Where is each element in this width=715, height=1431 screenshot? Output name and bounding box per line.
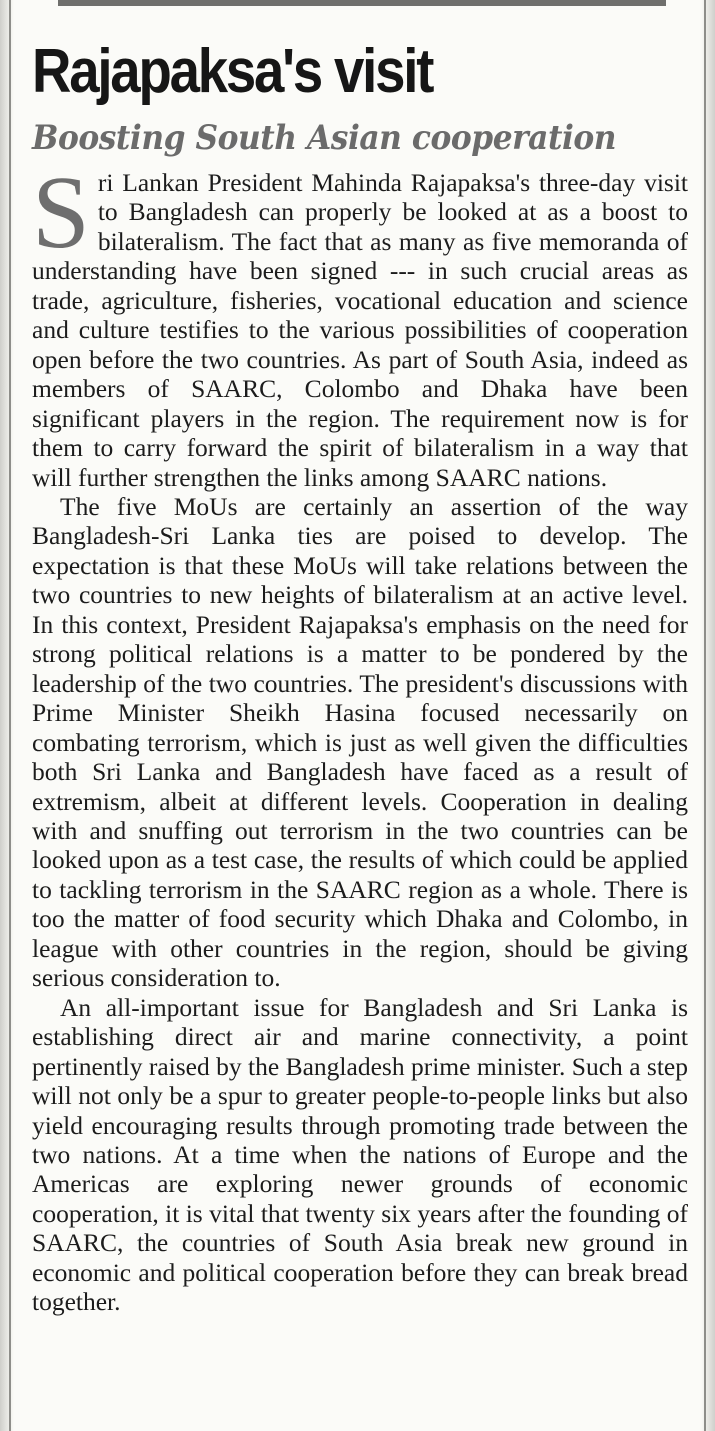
paragraph-2: The five MoUs are certainly an assertion of the way Bangladesh-Sri Lanka ties are poised to develop. The expectation is that these MoUs will take relations between the two countries to new heights of bilateralism at an active level. In this context, President Rajapaksa's emphasis on the need for strong political relations is a matter to be pondered by the leadership of the two countries. The president's discussions with Prime Minister Sheikh Hasina focused necessarily on combating terrorism, which is just as well given the difficulties both Sri Lanka and Bangladesh have faced as a result of extremism, albeit at different levels. Cooperation in dealing with and snuffing out terrorism in the two countries can be looked upon as a test case, the results of which could be applied to tackling terrorism in the SAARC region as a whole. There is too the matter of food security which Dhaka and Colombo, in league with other countries in the region, should be giving serious consideration to. — [32, 491, 688, 993]
article-body — [32, 155, 688, 1317]
paragraph-1 — [32, 155, 688, 492]
drop-cap: S — [32, 155, 90, 270]
right-page-edge — [701, 0, 715, 1431]
left-page-edge — [0, 0, 14, 1431]
subheadline: Boosting South Asian cooperation — [32, 118, 617, 158]
paragraph-1-text: ri Lankan President Mahinda Rajapaksa's three-day visit to Bangladesh can properly be looked at as a boost to bilateralism. The fact that as many as five memoranda of understanding have been signed --- in such crucial areas as trade, agriculture, fisheries, vocational education and science and culture testifies to the various possibilities of cooperation open before the two countries. As part of South Asia, indeed as members of SAARC, Colombo and Dhaka have been significant players in the region. The requirement now is for them to carry forward the spirit of bilateralism in a way that will further strengthen the links among SAARC nations. — [32, 168, 688, 492]
paragraph-3: An all-important issue for Bangladesh and Sri Lanka is establishing direct air and marine connectivity, a point pertinently raised by the Bangladesh prime minister. Such a step will not only be a spur to greater people-to-people links but also yield encouraging results through promoting trade between the two nations. At a time when the nations of Europe and the Americas are exploring newer grounds of economic cooperation, it is vital that twenty six years after the founding of SAARC, the countries of South Asia break new ground in economic and political cooperation before they can break bread together. — [32, 992, 688, 1317]
headline: Rajapaksa's visit — [32, 37, 433, 106]
top-rule — [58, 0, 666, 6]
